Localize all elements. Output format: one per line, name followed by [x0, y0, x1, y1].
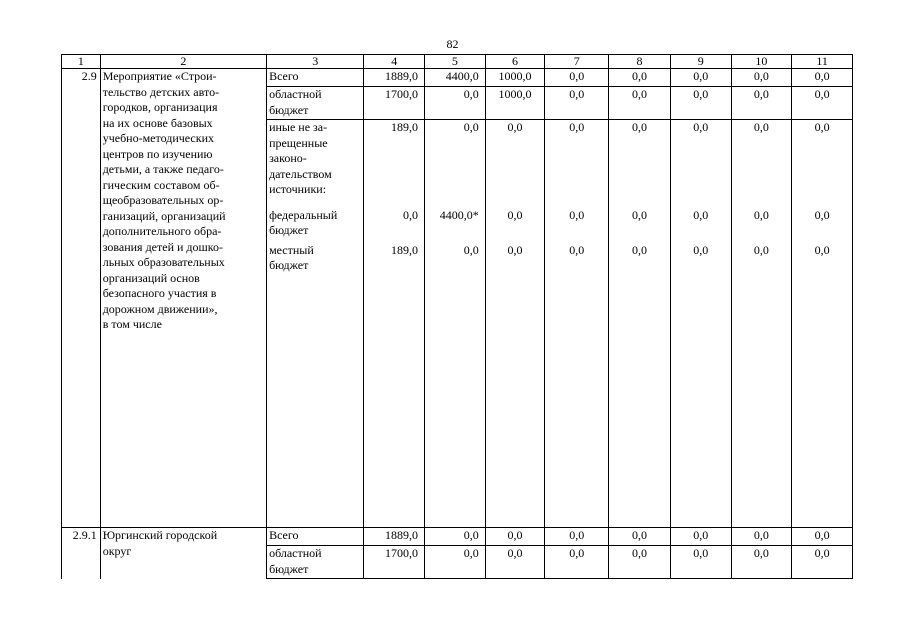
value-cell: 4400,0* [425, 208, 486, 243]
funding-source [267, 69, 364, 87]
value-cell: 0,0 [609, 69, 671, 87]
value-cell: 0,0 [670, 120, 731, 208]
column-header: 5 [425, 55, 486, 69]
value-cell: 0,0 [425, 528, 486, 546]
value-cell: 0,0 [731, 546, 792, 579]
value-cell: 0,0 [609, 208, 671, 243]
value-cell: 1000,0 [485, 69, 545, 87]
value-cell: 0,0 [731, 208, 792, 243]
column-header: 9 [670, 55, 731, 69]
row-code: 2.9 [62, 69, 101, 528]
funding-source [267, 243, 364, 528]
cell-line: на их основе базовых [102, 115, 213, 130]
value-cell: 0,0 [545, 528, 609, 546]
value-cell: 0,0 [545, 69, 609, 87]
value-cell: 0,0 [792, 243, 853, 528]
value-cell: 0,0 [731, 87, 792, 120]
page-number: 82 [446, 37, 459, 51]
cell-line: прещенные [269, 135, 328, 150]
cell-line: Мероприятие «Строи- [102, 69, 217, 83]
column-header: 6 [485, 55, 545, 69]
funding-source [267, 546, 364, 579]
cell-line: иные не за- [269, 120, 328, 134]
funding-source [267, 87, 364, 120]
row-code: 2.9.1 [62, 528, 101, 579]
row-name [100, 69, 266, 528]
value-cell: 1000,0 [485, 87, 545, 120]
cell-line: тельство детских авто- [102, 84, 220, 99]
value-cell: 0,0 [425, 120, 486, 208]
cell-line: законо- [269, 151, 307, 165]
cell-line: бюджет [269, 223, 309, 237]
cell-line: дополнительного обра- [102, 224, 222, 238]
value-cell: 0,0 [792, 546, 853, 579]
value-cell: 0,0 [792, 69, 853, 87]
table-header-row [62, 55, 853, 69]
value-cell: 1889,0 [364, 528, 425, 546]
column-header: 11 [792, 55, 853, 69]
value-cell: 0,0 [545, 87, 609, 120]
value-cell: 0,0 [485, 546, 545, 579]
cell-line: ганизаций, организаций [102, 208, 226, 223]
cell-line: безопасного участия в [102, 286, 217, 300]
value-cell: 0,0 [609, 243, 671, 528]
table-row [62, 69, 853, 87]
value-cell: 0,0 [425, 546, 486, 579]
row-name [100, 528, 266, 579]
funding-source [267, 528, 364, 546]
value-cell: 0,0 [731, 69, 792, 87]
value-cell: 0,0 [609, 546, 671, 579]
value-cell: 0,0 [792, 87, 853, 120]
value-cell: 0,0 [731, 528, 792, 546]
cell-line: городков, организация [102, 100, 218, 114]
cell-line: Всего [269, 528, 299, 542]
cell-line: федеральный [269, 207, 338, 222]
value-cell: 0,0 [731, 120, 792, 208]
cell-line: организаций основ [102, 270, 200, 285]
cell-line: в том числе [102, 317, 162, 331]
cell-line: щеобразовательных ор- [102, 193, 224, 207]
column-header: 3 [267, 55, 364, 69]
column-header: 2 [100, 55, 266, 69]
value-cell: 0,0 [425, 87, 486, 120]
column-header: 7 [545, 55, 609, 69]
cell-line: округ [102, 543, 132, 558]
column-header: 10 [731, 55, 792, 69]
value-cell: 0,0 [670, 546, 731, 579]
value-cell: 0,0 [364, 208, 425, 243]
cell-line: дорожном движении», [102, 301, 218, 316]
value-cell: 0,0 [485, 120, 545, 208]
value-cell: 0,0 [670, 528, 731, 546]
value-cell: 189,0 [364, 243, 425, 528]
cell-line: бюджет [269, 258, 309, 272]
value-cell: 0,0 [731, 243, 792, 528]
cell-line: бюджет [269, 561, 309, 576]
value-cell: 1700,0 [364, 546, 425, 579]
cell-line: местный [269, 242, 314, 257]
table-row [62, 528, 853, 546]
cell-line: льных образовательных [102, 255, 225, 269]
value-cell: 0,0 [792, 120, 853, 208]
cell-line: Юргинский городской [102, 528, 218, 542]
budget-table [61, 54, 853, 579]
value-cell: 0,0 [609, 87, 671, 120]
cell-line: детьми, а также педаго- [102, 162, 224, 176]
value-cell: 0,0 [670, 243, 731, 528]
cell-line: дательством [269, 166, 332, 181]
value-cell: 0,0 [545, 546, 609, 579]
value-cell: 0,0 [792, 208, 853, 243]
value-cell: 0,0 [485, 243, 545, 528]
cell-line: гическим составом об- [102, 177, 220, 192]
column-header: 8 [609, 55, 671, 69]
value-cell: 0,0 [670, 87, 731, 120]
value-cell: 0,0 [670, 69, 731, 87]
cell-line: бюджет [269, 102, 309, 117]
cell-line: учебно-методических [102, 131, 215, 145]
cell-line: Всего [269, 69, 299, 83]
cell-line: областной [269, 546, 322, 560]
value-cell: 0,0 [545, 120, 609, 208]
cell-line: центров по изучению [102, 146, 213, 161]
value-cell: 0,0 [545, 208, 609, 243]
cell-line: источники: [269, 182, 327, 196]
value-cell: 1700,0 [364, 87, 425, 120]
value-cell: 0,0 [792, 528, 853, 546]
cell-line: областной [269, 87, 322, 101]
value-cell: 0,0 [425, 243, 486, 528]
value-cell: 0,0 [485, 208, 545, 243]
value-cell: 189,0 [364, 120, 425, 208]
funding-source [267, 120, 364, 208]
value-cell: 4400,0 [425, 69, 486, 87]
column-header: 4 [364, 55, 425, 69]
cell-line: зования детей и дошко- [102, 239, 223, 254]
value-cell: 0,0 [485, 528, 545, 546]
funding-source [267, 208, 364, 243]
value-cell: 0,0 [609, 528, 671, 546]
value-cell: 0,0 [670, 208, 731, 243]
column-header: 1 [62, 55, 101, 69]
value-cell: 0,0 [609, 120, 671, 208]
value-cell: 1889,0 [364, 69, 425, 87]
value-cell: 0,0 [545, 243, 609, 528]
